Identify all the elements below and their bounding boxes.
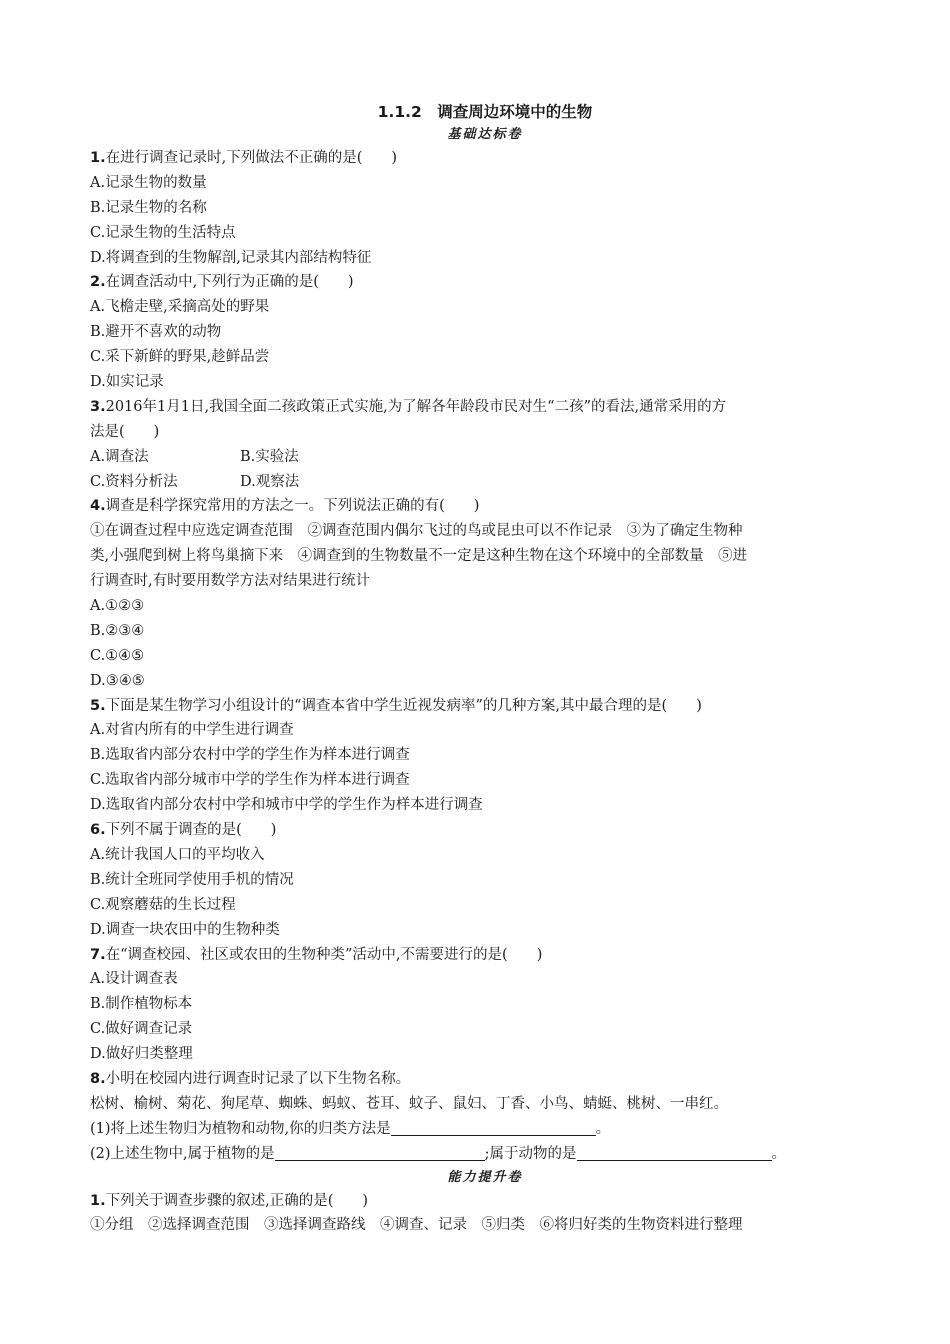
question-text: 下面是某生物学习小组设计的“调查本省中学生近视发病率”的几种方案,其中最合理的是( ) (105, 697, 702, 714)
question-1-option-a: A.记录生物的数量 (90, 174, 207, 191)
question-number: 8. (90, 1070, 106, 1087)
part-2-end: 。 (771, 1145, 787, 1162)
question-4-option-d: D.③④⑤ (90, 672, 145, 689)
question-number: 1. (90, 1192, 106, 1209)
question-7-stem (90, 943, 870, 968)
question-3-options-row-2 (90, 470, 870, 495)
question-8-part-2 (90, 1142, 870, 1167)
question-8-part-1 (90, 1117, 870, 1142)
question-text: 在进行调查记录时,下列做法不正确的是( ) (105, 150, 398, 166)
question-6-stem (90, 818, 870, 843)
question-3-option-d: D.观察法 (240, 473, 300, 490)
question-2-option-a: A.飞檐走壁,采摘高处的野果 (90, 299, 270, 316)
question-text: 下列关于调查步骤的叙述,正确的是( ) (105, 1192, 369, 1209)
question-4-statements-1: ①在调查过程中应选定调查范围 ②调查范围内偶尔飞过的鸟或昆虫可以不作记录 ③为了确定生物种 (90, 523, 743, 540)
question-1-option-c: C.记录生物的生活特点 (90, 224, 236, 241)
question-number: 2. (90, 274, 106, 291)
question-number: 7. (90, 946, 106, 963)
question-4-statements-3: 行调查时,有时要用数学方法对结果进行统计 (90, 573, 371, 590)
question-4-statements-2: 类,小强爬到树上将鸟巢摘下来 ④调查到的生物数量不一定是这种生物在这个环境中的全部数量 ⑤进 (90, 548, 748, 565)
question-5-option-d: D.选取省内部分农村中学和城市中学的学生作为样本进行调查 (90, 797, 483, 814)
question-text: 调查是科学探究常用的方法之一。下列说法正确的有( ) (105, 498, 480, 515)
page-title: 1.1.2 调查周边环境中的生物 (377, 103, 593, 121)
question-4-option-c: C.①④⑤ (90, 647, 145, 664)
question-number: 3. (90, 398, 106, 415)
question-5-option-c: C.选取省内部分城市中学的学生作为样本进行调查 (90, 772, 410, 789)
question-3-options-row-1 (90, 445, 870, 470)
answer-blank-plants[interactable] (275, 1144, 485, 1161)
question-text: 在调查活动中,下列行为正确的是( ) (105, 274, 354, 291)
question-5-option-b: B.选取省内部分农村中学的学生作为样本进行调查 (90, 747, 410, 764)
question-3-option-a: A.调查法 (90, 448, 149, 465)
question-7-option-a: A.设计调查表 (90, 971, 178, 988)
question-3-stem-cont: 法是( ) (90, 423, 160, 440)
part-2-mid: ;属于动物的是 (484, 1145, 577, 1162)
question-8-organism-list: 松树、榆树、菊花、狗尾草、蜘蛛、蚂蚁、苍耳、蚊子、鼠妇、丁香、小鸟、蜻蜓、桃树、一串红。 (90, 1095, 728, 1112)
question-6-option-c: C.观察蘑菇的生长过程 (90, 896, 236, 913)
question-6-option-d: D.调查一块农田中的生物种类 (90, 921, 280, 938)
question-text: 2016年1月1日,我国全面二孩政策正式实施,为了解各年龄段市民对生“二孩”的看法,通常采用的方 (105, 398, 727, 415)
question-1-option-b: B.记录生物的名称 (90, 199, 207, 216)
question-2-option-d: D.如实记录 (90, 374, 164, 391)
question-7-option-d: D.做好归类整理 (90, 1046, 193, 1063)
question-6-option-a: A.统计我国人口的平均收入 (90, 846, 265, 863)
question-number: 1. (90, 150, 106, 166)
question-number: 4. (90, 498, 106, 515)
question-5-option-a: A.对省内所有的中学生进行调查 (90, 722, 294, 739)
question-text: 在“调查校园、社区或农田的生物种类”活动中,不需要进行的是( ) (105, 946, 543, 963)
question-3-option-c: C.资料分析法 (90, 473, 178, 490)
answer-blank-1[interactable] (391, 1119, 596, 1136)
question-3-option-b: B.实验法 (240, 448, 299, 465)
question-text: 下列不属于调查的是( ) (105, 822, 277, 839)
question-text: 小明在校园内进行调查时记录了以下生物名称。 (105, 1070, 411, 1087)
document-page (90, 100, 870, 1238)
section-title-advanced: 能力提升卷 (447, 1169, 523, 1185)
question-5-stem (90, 694, 870, 719)
question-2-option-b: B.避开不喜欢的动物 (90, 324, 222, 341)
question-3-stem (90, 395, 870, 420)
question-7-option-b: B.制作植物标本 (90, 996, 193, 1013)
question-4-option-a: A.①②③ (90, 598, 145, 615)
question-1-stem (90, 146, 870, 171)
question-2-stem (90, 270, 870, 295)
question-number: 5. (90, 697, 106, 714)
advanced-question-1-steps: ①分组 ②选择调查范围 ③选择调查路线 ④调查、记录 ⑤归类 ⑥将归好类的生物资料进行整理 (90, 1217, 743, 1234)
advanced-question-1-stem (90, 1189, 870, 1214)
part-1-text: (1)将上述生物归为植物和动物,你的归类方法是 (90, 1120, 391, 1137)
question-number: 6. (90, 822, 106, 839)
question-6-option-b: B.统计全班同学使用手机的情况 (90, 871, 294, 888)
section-title-basic: 基础达标卷 (447, 127, 523, 142)
question-4-stem (90, 494, 870, 519)
question-7-option-c: C.做好调查记录 (90, 1021, 193, 1038)
part-1-end: 。 (595, 1120, 611, 1137)
answer-blank-animals[interactable] (577, 1144, 772, 1161)
part-2-text: (2)上述生物中,属于植物的是 (90, 1145, 275, 1162)
question-4-option-b: B.②③④ (90, 622, 145, 639)
question-1-option-d: D.将调查到的生物解剖,记录其内部结构特征 (90, 249, 372, 266)
question-8-stem (90, 1067, 870, 1092)
question-2-option-c: C.采下新鲜的野果,趁鲜品尝 (90, 349, 270, 366)
